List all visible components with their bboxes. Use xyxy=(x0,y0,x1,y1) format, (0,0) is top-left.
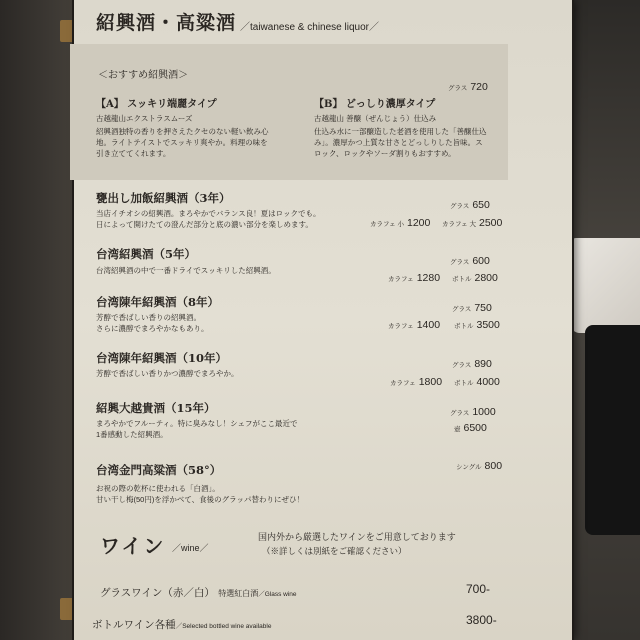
wine-note: （※詳しくは別紙をご確認ください） xyxy=(262,546,407,556)
price-label: ボトル xyxy=(452,276,472,283)
glass-price xyxy=(452,352,492,371)
price-value: 800 xyxy=(484,460,503,472)
price-value: 890 xyxy=(474,358,492,370)
bottle-wine-price: 3800- xyxy=(466,613,497,627)
menu-item-desc: 当店イチオシの紹興酒。まろやかでバランス良！夏はロックでも。 xyxy=(96,209,321,218)
price-label: カラフェ 大 xyxy=(442,221,476,228)
menu-item-name: 台湾紹興酒（5年） xyxy=(96,247,197,261)
price-value: 2800 xyxy=(474,272,498,284)
price-label: グラス xyxy=(450,259,470,266)
price-value: 3500 xyxy=(476,319,500,331)
price-value: 750 xyxy=(474,302,492,314)
wine-title: ワイン xyxy=(100,534,166,558)
type-b-desc-2: み」。濃厚かつ上質な甘さとどっしりした旨味。ス xyxy=(314,138,483,147)
price-value: 2500 xyxy=(478,217,503,229)
price-value: 1800 xyxy=(418,376,443,388)
glass-wine-price: 700- xyxy=(466,582,491,596)
menu-item-desc: 台湾紹興酒の中で一番ドライでスッキリした紹興酒。 xyxy=(96,266,276,275)
carafe-price xyxy=(370,211,430,230)
price-label: カラフェ xyxy=(390,380,416,387)
page-subtitle: ／taiwanese & chinese liquor／ xyxy=(240,22,379,33)
other-price xyxy=(452,266,498,285)
menu-item-name: 台湾金門高粱酒（58°） xyxy=(96,463,222,477)
price-label: カラフェ 小 xyxy=(370,221,404,228)
price-value: 1400 xyxy=(416,319,441,331)
other-price xyxy=(454,416,487,435)
price-label: グラス xyxy=(452,362,472,369)
menu-item-desc: 1番感動した紹興酒。 xyxy=(96,430,168,439)
binder-ring xyxy=(60,598,74,620)
menu-item-name: 紹興大越貴酒（15年） xyxy=(96,401,216,415)
type-a-desc-2: 地。ライトテイストでスッキリ爽やか。料理の味を xyxy=(96,138,268,147)
glass-wine-jp: 特選紅白酒 xyxy=(218,589,259,598)
other-price xyxy=(454,313,500,332)
price-label: グラス xyxy=(452,306,472,313)
price-value: 600 xyxy=(472,255,490,267)
price-label: カラフェ xyxy=(388,276,414,283)
menu-item-desc: 日によって開けたての澄んだ部分と底の濃い部分を楽しめます。 xyxy=(96,220,313,229)
price-label: グラス xyxy=(448,85,468,92)
recommend-box xyxy=(70,44,508,180)
glass-price xyxy=(450,193,490,212)
carafe-price xyxy=(388,313,440,332)
menu-item-name: 甕出し加飯紹興酒（3年） xyxy=(96,191,231,205)
price-label: グラス xyxy=(450,410,470,417)
menu-item-desc: 芳醇で香ばしい香りの紹興酒。 xyxy=(96,313,201,322)
menu-item-desc: さらに濃醇でまろやかなもあり。 xyxy=(96,324,209,333)
price-label: カラフェ xyxy=(388,323,414,330)
price-value: 1280 xyxy=(416,272,441,284)
glass-wine-en: ／Glass wine xyxy=(258,591,297,598)
other-price xyxy=(454,370,500,389)
recommend-heading: ＜おすすめ紹興酒＞ xyxy=(98,70,189,81)
menu-item-name: 台湾陳年紹興酒（10年） xyxy=(96,351,228,365)
menu-item-desc: まろやかでフルーティ。特に臭みなし！シェフがここ最近で xyxy=(96,419,298,428)
glass-wine-row xyxy=(100,585,297,600)
price-label: グラス xyxy=(450,203,470,210)
wine-note: 国内外から厳選したワインをご用意しております xyxy=(258,532,456,542)
page-title: 紹興酒・高粱酒 xyxy=(96,12,237,34)
price-value: 1000 xyxy=(472,406,496,418)
price-value: 720 xyxy=(470,81,488,93)
phone xyxy=(585,325,640,535)
wine-subtitle: ／wine／ xyxy=(172,543,209,553)
price-value: 1200 xyxy=(406,217,431,229)
menu-item-name: 台湾陳年紹興酒（8年） xyxy=(96,295,220,309)
carafe-price xyxy=(388,266,440,285)
binder-ring xyxy=(60,20,74,42)
type-a-title: 【A】 スッキリ端麗タイプ xyxy=(96,99,217,110)
bottle-wine-name: ボトルワイン各種 xyxy=(92,619,176,631)
price-value: 4000 xyxy=(476,376,500,388)
menu-item-desc: 芳醇で香ばしい香りかつ濃醇でまろやか。 xyxy=(96,369,239,378)
type-b-desc-3: ロック、ロックやソーダ割りもおすすめ。 xyxy=(314,149,456,158)
type-b-title: 【B】 どっしり濃厚タイプ xyxy=(314,99,436,110)
price-label: シングル xyxy=(456,464,482,471)
type-a-desc-3: 引き立ててくれます。 xyxy=(96,149,171,158)
menu-item-desc: 甘い干し梅(50円)を浮かべて、食後のグラッパ替わりにぜひ！ xyxy=(96,495,305,504)
recommend-price xyxy=(448,75,488,94)
glass-price xyxy=(456,454,502,473)
price-value: 6500 xyxy=(463,422,487,434)
price-label: 壺 xyxy=(454,426,461,433)
carafe-price xyxy=(390,370,442,389)
type-b-producer: 古越龍山 善醸（ぜんじょう）仕込み xyxy=(314,114,437,123)
other-price xyxy=(442,211,502,230)
glass-wine-name: グラスワイン（赤／白） xyxy=(100,587,215,599)
bottle-wine-en: ／Selected bottled wine available xyxy=(175,623,272,630)
napkin xyxy=(570,238,640,333)
menu-item-desc: お祝の際の乾杯に使われる「白酒」。 xyxy=(96,484,220,493)
type-a-producer: 古越龍山エクストラスムーズ xyxy=(96,114,193,123)
type-a-desc-1: 紹興酒独特の香りを押さえたクセのない軽い飲み心 xyxy=(96,127,269,136)
price-label: ボトル xyxy=(454,323,474,330)
bottle-wine-row xyxy=(92,617,271,632)
price-label: ボトル xyxy=(454,380,474,387)
price-value: 650 xyxy=(472,199,490,211)
type-b-desc-1: 仕込み水に一部醸造した老酒を使用した「善醸仕込 xyxy=(314,127,487,136)
